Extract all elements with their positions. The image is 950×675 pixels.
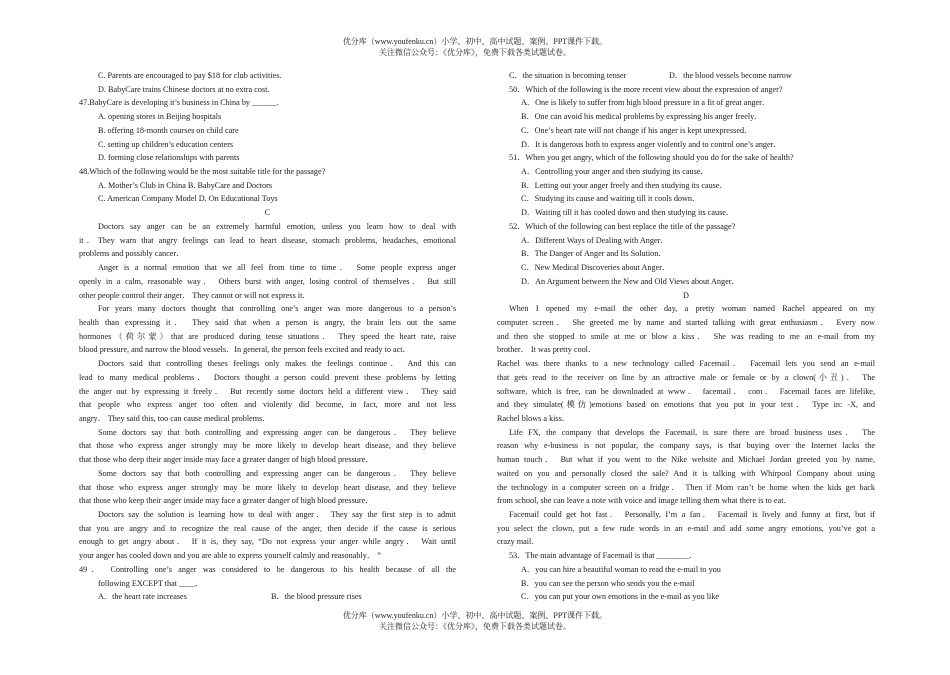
right-text-line: that gets read to the receiver on line by an attractive male or female or by a clown(小丑)． The [497,372,875,382]
left-text-line: other people control their anger． They cannot or will not express it． [79,290,311,300]
right-text-line: crazy mail． [497,537,540,547]
right-text-line: When I opened my e-mail the other day, a pretty woman named Rachel appeared on my [509,304,875,314]
left-text-line: it．They warn that angry feelings can lead to heart disease, stomach problems, headaches, emotional [79,235,456,245]
left-text-line: following EXCEPT that ____. [98,578,198,588]
right-text-line: A．Different Ways of Dealing with Anger． [521,235,669,245]
q49-options-ab [79,590,456,604]
left-text-line: your anger has cooled down and you are able to express yourself calmly and reasonably． ” [79,551,381,561]
left-text-line: health than expressing it． They said that when a person is angry, the brain lets out the same [79,317,456,327]
right-text-line: Facemail could get hot fast． Personally, I’m a fan． Facemail is lively and funny at first, but if [509,510,875,519]
left-text-line: problems and possibly cancer． [79,249,185,259]
right-text-line: A．One is likely to suffer from high blood pressure in a fit of great anger． [521,98,771,108]
left-text-line: Some doctors say that both controlling and expressing anger can be dangerous． They believe [98,468,456,478]
right-text-line: waited on you and personally closed the sale? And it is talking with Whirpool Company about using [497,468,875,478]
page-header [0,37,950,58]
right-text-line: 52．Which of the following can best replace the title of the passage? [509,221,736,231]
left-text-line: lead to many medical problems． Doctors thought a person could prevent these problems by letting [79,372,456,382]
q49-options-cd [497,69,875,83]
left-text-line: C. American Company Model D. On Educational Toys [98,194,278,204]
right-text-line: from school, she can leave a note with voice and image telling them what there is to eat． [497,496,792,506]
left-text-line: Anger is a normal emotion that we all feel from time to time． Some people express anger [98,263,456,273]
right-text-line: reason why e-business is not popular, the company says, is that buying over the Internet lacks the [497,441,875,451]
right-text-line: D [683,290,689,300]
footer-line-1: 优分库（www.youfenku.cn）小学、初中、高中试题、案例、PPT课件下载。 [342,611,608,620]
right-text-line: 51．When you get angry, which of the following should you do for the sake of health? [509,153,794,163]
left-text-line: that those who keep their anger inside may face a greater danger of high blood pressure． [79,496,374,506]
left-text-line: that those who express anger strongly may be more likely to develop heart disease, and they believe [79,482,456,492]
left-text-line: blood pressure, and narrow the blood vessels．In general, the person feels excited and ready to act． [79,345,411,355]
right-text-line: A．Controlling your anger and then studying its cause． [521,167,709,177]
left-text-line: D. forming close relationships with parents [98,153,240,163]
footer-line-2: 关注微信公众号：《优分库》，免费下载各类试题试卷。 [379,621,571,631]
q49-option-c: C．the situation is becoming tenser [509,71,627,80]
left-text-line: 49． Controlling one’s anger was considered to be dangerous to his health because of all the [79,564,456,574]
right-text-line: C．One’s heart rate will not change if his anger is kept unexpressed． [521,125,753,135]
right-text-line: Rachel blows a kiss． [497,413,570,423]
right-column [497,69,875,604]
left-text-line: Doctors say the solution is learning how to deal with anger． They say the first step is to admit [98,510,456,519]
right-text-line: D．It is dangerous both to express anger violently and to control one’s anger． [521,139,782,149]
left-text-line: angry． They said this, too can cause medical problems． [79,413,271,423]
q49-option-d: D．the blood vessels become narrow [669,71,792,80]
left-text-line: the anger out by expressing it freely． But recently some doctors held a different view． They said [79,386,456,396]
left-column-text [79,69,456,590]
left-text-line: A. Mother’s Club in China B. BabyCare and Doctors [98,180,273,190]
left-text-line: hormones（荷尔蒙）that are produced during tense situations． They speed the heart rate, raise [79,331,456,341]
right-text-line: brother． It was pretty cool． [497,345,597,355]
right-text-line: 53．The main advantage of Facemail is that ________. [509,551,692,561]
left-text-line: that those who deep their anger inside may face a greater danger of high blood pressure． [79,455,374,465]
left-text-line: D. BabyCare trains Chinese doctors at no extra cost. [98,84,270,94]
left-text-line: C. setting up children’s education centers [98,139,234,149]
left-text-line: C [264,208,271,218]
left-text-line: Some doctors say that both controlling and expressing anger can be dangerous． They believe [98,427,456,437]
right-text-line: B．Letting out your anger freely and then studying its cause． [521,180,728,190]
right-text-line: and then she stopped to smile at me or blow a kiss． She was reading to me an e-mail from my [497,331,875,341]
right-text-line: you select the clown, put a few rude words in an e-mail and add some angry emotions, you’ve got a [497,523,875,533]
left-text-line: B. offering 18-month courses on child care [98,125,239,135]
right-text-line: Rachel was there thanks to a new technology called Facemail． Facemail lets you send an e-mail [497,359,875,369]
right-text-line: human touch． But what if you went to the Nike website and Michael Jordan greeted you by name, [497,455,875,465]
right-text-line: D．Waiting till it has cooled down and then studying its cause． [521,208,735,218]
right-text-line: D．An Argument between the New and Old Views about Anger． [521,276,740,286]
right-text-line: C．Studying its cause and waiting till it cools down． [521,194,701,204]
right-text-line: B．One can avoid his medical problems by expressing his anger freely． [521,112,763,122]
left-text-line: that you are angry and to recognize the real cause of the anger, then decide if the cause is serious [79,523,456,533]
left-text-line: that those who express anger strongly may be more likely to develop heart disease, and they believe [79,441,456,451]
left-text-line: For years many doctors thought that controlling one’s anger was more dangerous to a person’s [98,304,456,314]
right-text-line: Life FX, the company that develops the Facemail, is sure there are broad business uses． The [509,427,875,437]
q49-option-a: A．the heart rate increases [98,592,187,602]
right-text-line: B．you can see the person who sends you the e-mail [521,578,695,588]
left-text-line: A. opening stores in Beijing hospitals [98,112,222,122]
header-line-1: 优分库（www.youfenku.cn）小学、初中、高中试题、案例、PPT课件下载。 [342,37,608,46]
right-text-line: C．New Medical Discoveries about Anger． [521,263,671,273]
left-text-line: openly in a calm, reasonable way． Others burst with anger, losing control of themselves． But still [79,276,456,286]
left-column [79,69,456,604]
right-text-line: C．you can put your own emotions in the e-mail as you like [521,592,720,602]
left-text-line: Doctors said that controlling theses feelings only makes the feelings continue． And this can [98,359,456,369]
right-column-text [497,83,875,604]
q49-option-b: B．the blood pressure rises [271,592,362,602]
right-text-line: A．you can hire a beautiful woman to read the e-mail to you [521,564,721,574]
right-text-line: B．The Danger of Anger and Its Solution． [521,249,667,259]
left-text-line: C. Parents are encouraged to pay $18 for club activities. [98,71,282,80]
right-text-line: computer screen． She greeted me by name and started talking with great enthusiasm． Every now [497,317,875,327]
left-text-line: 48.Which of the following would be the most suitable title for the passage? [79,167,326,177]
left-text-line: that people who express anger too often and violently did become, in fact, more and not less [79,400,456,410]
right-text-line: and they simulate(模仿)emotions based on emotions that you put in your text． Type in: -X, and [497,400,875,410]
left-text-line: Doctors say anger can be an extremely harmful emotion, unless you learn how to deal with [98,221,456,231]
page-footer [0,611,950,632]
right-text-line: software, which is free, can be downloaded at www． facemail． com． Facemail faces are lifelike, [497,386,875,396]
right-text-line: the technology in a computer screen on a fridge． Then if Mom can’t be home when the kids get back [497,482,875,492]
left-text-line: 47.BabyCare is developing it’s business in China by ______. [79,98,279,108]
right-text-line: 50．Which of the following is the more recent view about the expression of anger? [509,84,783,94]
header-line-2: 关注微信公众号：《优分库》，免费下载各类试题试卷。 [379,47,571,57]
left-text-line: enough to get angry about． If it is, they say, “Do not express your anger while angry． Wait until [79,537,456,547]
